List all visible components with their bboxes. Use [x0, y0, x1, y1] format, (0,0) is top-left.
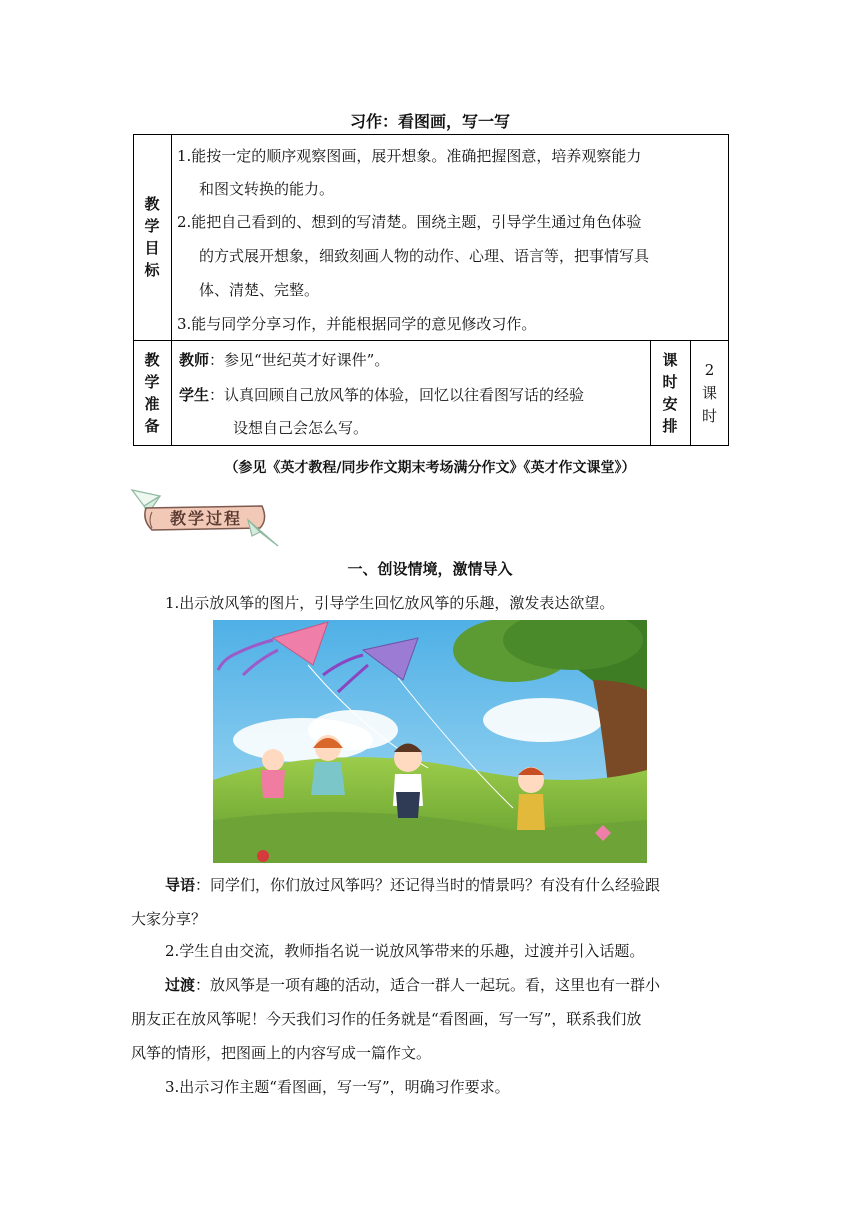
prep-label-char: 备	[144, 417, 160, 435]
schedule-label-char: 排	[662, 417, 678, 435]
goals-label-char: 目	[144, 239, 160, 257]
transition-paragraph-cont: 朋友正在放风筝呢！今天我们习作的任务就是“看图画，写一写”，联系我们放	[131, 1010, 642, 1028]
prep-label-char: 准	[144, 395, 160, 413]
step-2: 2.学生自由交流，教师指名说一说放风筝带来的乐趣，过渡并引入话题。	[165, 942, 645, 960]
section-heading: 一、创设情境，激情导入	[347, 560, 513, 578]
illustration-graphic	[213, 620, 647, 863]
prep-label-char: 学	[144, 373, 160, 391]
guide-paragraph	[165, 875, 660, 895]
goals-label-char: 教	[144, 195, 160, 213]
student-label: 学生	[179, 386, 210, 404]
transition-label: 过渡	[165, 976, 196, 994]
hours-cell	[690, 340, 729, 446]
schedule-label-char: 时	[662, 373, 678, 391]
step-1: 1.出示放风筝的图片，引导学生回忆放风筝的乐趣，激发表达欲望。	[165, 594, 615, 612]
goals-label-char: 标	[144, 261, 160, 279]
goals-label	[133, 134, 171, 340]
schedule-label	[650, 340, 690, 446]
teaching-process-badge	[130, 484, 280, 548]
student-prep	[179, 385, 584, 405]
step-3: 3.出示习作主题“看图画，写一写”，明确习作要求。	[165, 1078, 510, 1096]
page-title: 习作：看图画，写一写	[349, 112, 510, 131]
goal-line: 3.能与同学分享习作，并能根据同学的意见修改习作。	[177, 315, 537, 333]
goal-line: 和图文转换的能力。	[199, 180, 335, 198]
goal-line: 体、清楚、完整。	[199, 281, 320, 299]
teacher-prep	[179, 350, 389, 370]
goals-label-char: 学	[144, 217, 160, 235]
teacher-text: ：参见“世纪英才好课件”。	[209, 351, 390, 369]
schedule-label-char: 安	[662, 395, 678, 413]
goal-line: 1.能按一定的顺序观察图画，展开想象。准确把握图意，培养观察能力	[177, 147, 642, 165]
hours-value: 2	[704, 360, 715, 379]
teacher-label: 教师	[179, 351, 210, 369]
guide-text: ：同学们，你们放过风筝吗？还记得当时的情景吗？有没有什么经验跟	[195, 876, 661, 894]
hours-unit: 时	[701, 406, 717, 425]
transition-text: ：放风筝是一项有趣的活动，适合一群人一起玩。看，这里也有一群小	[195, 976, 661, 994]
schedule-label-char: 课	[662, 351, 678, 369]
goal-line: 2.能把自己看到的、想到的写清楚。围绕主题，引导学生通过角色体验	[177, 213, 642, 231]
transition-paragraph-cont: 风筝的情形，把图画上的内容写成一篇作文。	[131, 1044, 432, 1062]
table-col-divider	[171, 134, 172, 446]
prep-label	[133, 340, 171, 446]
hours-unit: 课	[701, 383, 717, 402]
guide-label: 导语	[165, 876, 196, 894]
lesson-info-table	[133, 134, 729, 446]
transition-paragraph	[165, 975, 660, 995]
table-row-divider	[133, 340, 729, 341]
prep-label-char: 教	[144, 351, 160, 369]
student-text: ：认真回顾自己放风筝的体验，回忆以往看图写话的经验	[209, 386, 585, 404]
reference-note: （参见《英才教程/同步作文期末考场满分作文》《英才作文课堂》）	[224, 460, 636, 476]
table-border-bottom	[133, 445, 729, 446]
guide-paragraph-cont: 大家分享？	[131, 910, 207, 928]
table-border-top	[133, 134, 729, 135]
kite-flying-illustration	[213, 620, 647, 863]
badge-text: 教学过程	[169, 509, 242, 528]
student-prep-cont: 设想自己会怎么写。	[233, 419, 369, 437]
goal-line: 的方式展开想象，细致刻画人物的动作、心理、语言等，把事情写具	[199, 247, 650, 265]
